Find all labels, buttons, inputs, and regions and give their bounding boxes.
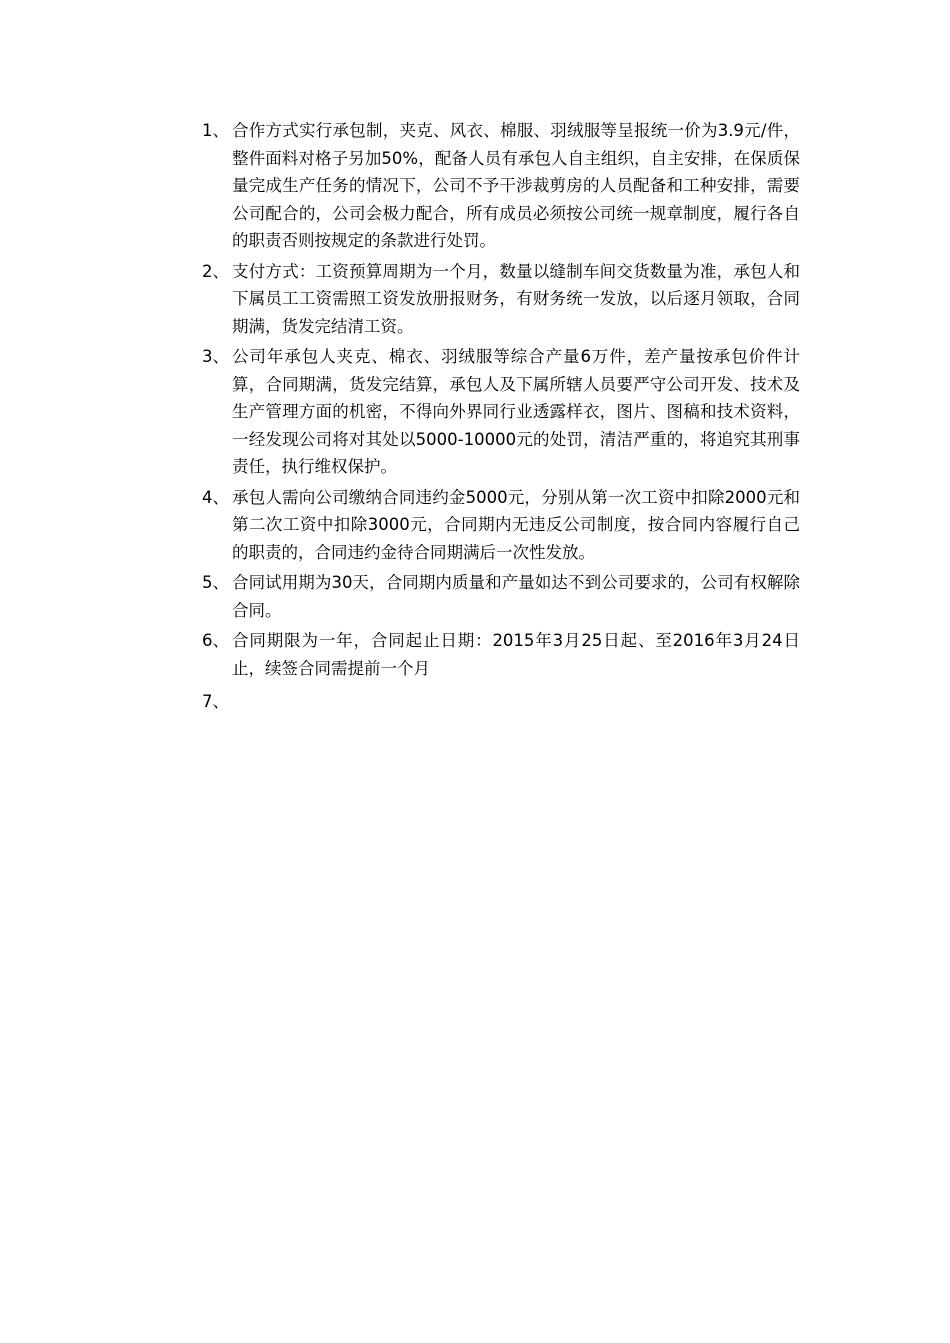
list-text: 支付方式：工资预算周期为一个月，数量以缝制车间交货数量为准，承包人和下属员工工资需照工资发放册报财务，有财务统一发放，以后逐月领取，合同期满，货发完结清工资。 <box>232 261 800 336</box>
list-text: 合同期限为一年，合同起止日期：2015年3月25日起、至2016年3月24日止，续签合同需提前一个月 <box>232 631 800 678</box>
list-number: 1、 <box>202 121 229 140</box>
list-item-2 <box>202 258 800 341</box>
list-text: 合同试用期为30天，合同期内质量和产量如达不到公司要求的，公司有权解除合同。 <box>232 573 800 620</box>
document-body <box>202 117 800 719</box>
list-number: 7、 <box>202 692 229 711</box>
list-item-5 <box>202 569 800 624</box>
list-number: 6、 <box>202 631 229 650</box>
list-item-1 <box>202 117 800 255</box>
list-item-4 <box>202 484 800 567</box>
list-number: 4、 <box>202 487 229 507</box>
list-item-3 <box>202 343 800 481</box>
list-item-7 <box>202 688 800 716</box>
list-text: 公司年承包人夹克、棉衣、羽绒服等综合产量6万件，差产量按承包价件计算，合同期满，货发完结算，承包人及下属所辖人员要严守公司开发、技术及生产管理方面的机密，不得向外界同行业透露样衣，图片、图稿和技术资料，一经发现公司将对其处以5000-10000元的处罚，清洁严重的，将追究其刑事责任，执行维权保护。 <box>232 347 800 476</box>
list-text: 合作方式实行承包制，夹克、风衣、棉服、羽绒服等呈报统一价为3.9元/件，整件面料对格子另加50%，配备人员有承包人自主组织，自主安排，在保质保量完成生产任务的情况下，公司不予干涉裁剪房的人员配备和工种安排，需要公司配合的，公司会极力配合，所有成员必须按公司统一规章制度，履行各自的职责否则按规定的条款进行处罚。 <box>232 121 800 250</box>
list-number: 5、 <box>202 573 229 592</box>
list-text: 承包人需向公司缴纳合同违约金5000元，分别从第一次工资中扣除2000元和第二次工资中扣除3000元，合同期内无违反公司制度，按合同内容履行自己的职责的，合同违约金待合同期满后一次性发放。 <box>232 487 800 562</box>
list-number: 2、 <box>202 261 229 281</box>
list-number: 3、 <box>202 347 229 366</box>
list-item-6 <box>202 627 800 682</box>
list-text <box>232 688 800 716</box>
